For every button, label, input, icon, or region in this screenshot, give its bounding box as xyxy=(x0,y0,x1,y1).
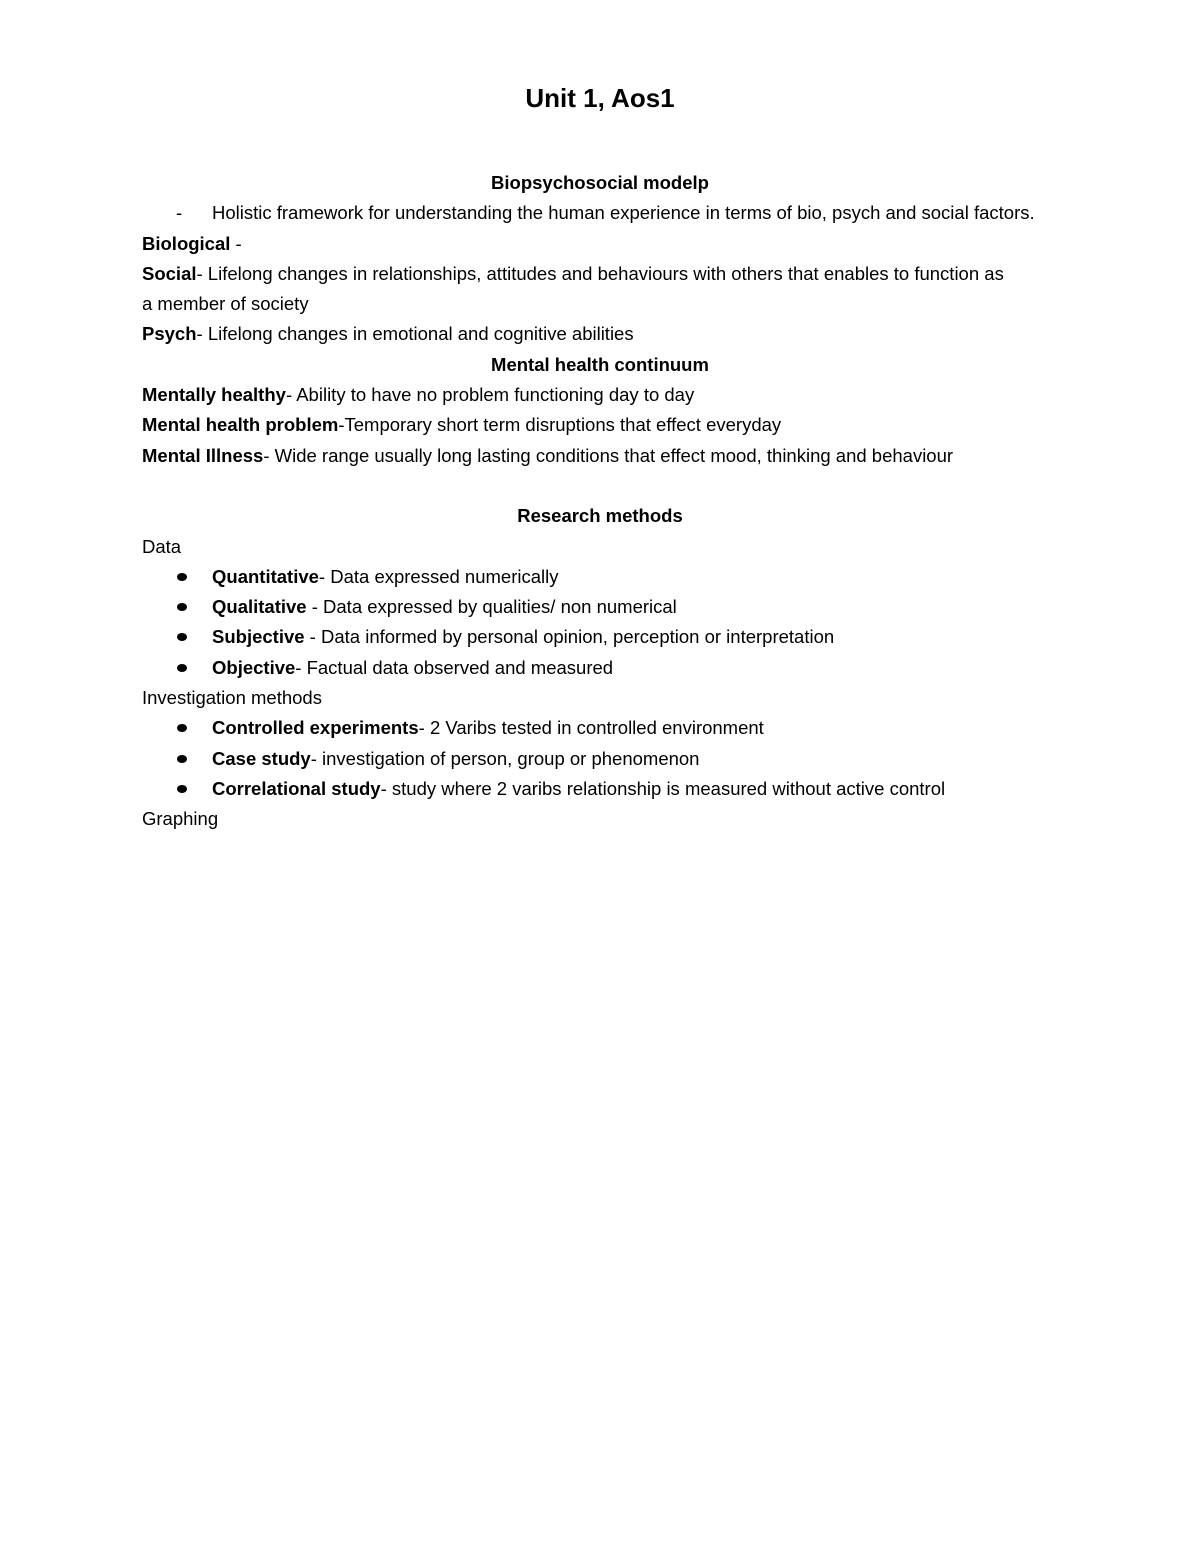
term-definition: - Data expressed numerically xyxy=(318,565,559,587)
list-item xyxy=(142,774,1072,804)
term-label: Qualitative xyxy=(212,596,307,618)
term-definition: - Factual data observed and measured xyxy=(295,656,614,678)
term-line-mental-health-problem xyxy=(142,410,1072,440)
term-label: Mental health problem xyxy=(142,414,339,436)
document-body xyxy=(142,168,1072,835)
list-item xyxy=(142,592,1072,622)
dash-item-text: Holistic framework for understanding the human experience in terms of bio, psych and social factors. xyxy=(212,202,1035,224)
term-label: Controlled experiments xyxy=(212,717,419,739)
term-definition: -Temporary short term disruptions that effect everyday xyxy=(338,414,782,436)
term-label: Biological xyxy=(142,232,231,254)
term-label: Subjective xyxy=(212,626,305,648)
list-item xyxy=(142,562,1072,592)
investigation-label: Investigation methods xyxy=(142,687,322,709)
term-definition: - Lifelong changes in relationships, attitudes and behaviours with others that enables to function as xyxy=(196,262,1004,284)
term-definition: - 2 Varibs tested in controlled environment xyxy=(418,717,764,739)
term-label: Case study xyxy=(212,747,311,769)
term-label: Psych xyxy=(142,323,197,345)
bullet-icon xyxy=(177,573,187,581)
list-item xyxy=(142,713,1072,743)
term-definition: - investigation of person, group or phenomenon xyxy=(310,747,700,769)
blank-line xyxy=(142,471,1072,501)
bullet-icon xyxy=(177,724,187,732)
term-definition: - Ability to have no problem functioning day to day xyxy=(285,384,695,406)
bullet-icon xyxy=(177,755,187,763)
term-line-biological xyxy=(142,229,1072,259)
list-item xyxy=(142,744,1072,774)
term-definition: - Data informed by personal opinion, perception or interpretation xyxy=(304,626,835,648)
dash-list-item xyxy=(142,198,1072,228)
term-line-psych xyxy=(142,319,1072,349)
term-definition: a member of society xyxy=(142,293,309,315)
bullet-icon xyxy=(177,664,187,672)
section-heading-mental-health: Mental health continuum xyxy=(491,353,709,375)
term-definition: - Data expressed by qualities/ non numerical xyxy=(306,596,677,618)
term-line-mental-illness xyxy=(142,441,1072,471)
list-item xyxy=(142,622,1072,652)
list-item xyxy=(142,653,1072,683)
bullet-icon xyxy=(177,633,187,641)
data-label: Data xyxy=(142,535,182,557)
bullet-icon xyxy=(177,603,187,611)
term-line-social xyxy=(142,259,1072,289)
term-line-mentally-healthy xyxy=(142,380,1072,410)
term-definition: - Lifelong changes in emotional and cognitive abilities xyxy=(196,323,634,345)
term-label: Mentally healthy xyxy=(142,384,286,406)
term-definition: - Wide range usually long lasting conditions that effect mood, thinking and behaviour xyxy=(263,444,954,466)
term-line-social-continued xyxy=(142,289,1072,319)
term-label: Mental Illness xyxy=(142,444,264,466)
term-label: Correlational study xyxy=(212,777,381,799)
graphing-label: Graphing xyxy=(142,808,219,830)
dash-marker: - xyxy=(176,202,183,224)
term-label: Quantitative xyxy=(212,565,319,587)
bullet-icon xyxy=(177,785,187,793)
section-heading-biopsychosocial: Biopsychosocial modelp xyxy=(491,172,709,193)
term-label: Social xyxy=(142,262,197,284)
page-title: Unit 1, Aos1 xyxy=(525,83,675,113)
term-label: Objective xyxy=(212,656,296,678)
term-definition: - xyxy=(230,232,242,254)
section-heading-research: Research methods xyxy=(517,505,683,527)
term-definition: - study where 2 varibs relationship is measured without active control xyxy=(380,777,946,799)
